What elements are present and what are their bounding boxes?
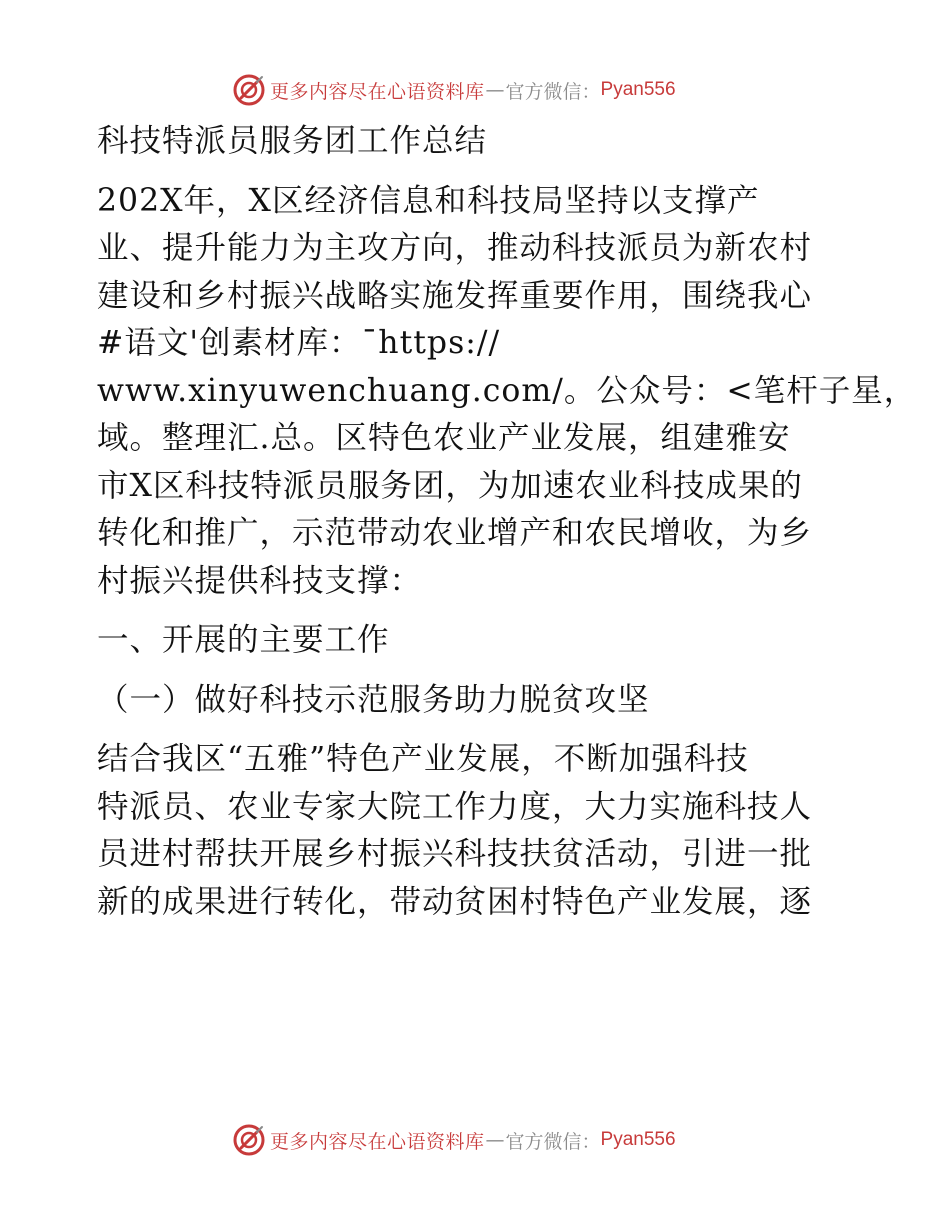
banner-wechat-id: Pyan556 bbox=[600, 1129, 676, 1150]
text-line: www.xinyuwenchuang.com/。公众号：<笔杆子星， bbox=[97, 372, 917, 409]
text-line: 域。整理汇.总。区特色农业产业发展，组建雅安 bbox=[97, 420, 791, 456]
document-title: 科技特派员服务团工作总结 bbox=[97, 123, 488, 159]
footer-watermark-banner bbox=[232, 1120, 676, 1160]
banner-text: 更多内容尽在心语资料库 bbox=[270, 1130, 485, 1153]
text-line: 结合我区“五雅”特色产业发展，不断加强科技 bbox=[97, 741, 749, 777]
document-body bbox=[97, 118, 917, 926]
banner-dash: — bbox=[485, 79, 505, 101]
banner-dash: — bbox=[485, 1129, 505, 1151]
text-line: 业、提升能力为主攻方向，推动科技派员为新农村 bbox=[97, 230, 813, 266]
section-heading: 一、开展的主要工作 bbox=[97, 622, 390, 658]
brand-logo-icon bbox=[232, 73, 266, 107]
text-line: 新的成果进行转化，带动贫困村特色产业发展，逐 bbox=[97, 883, 813, 920]
text-line: #语文'创素材库：¯https:// bbox=[97, 325, 501, 361]
text-line: 建设和乡村振兴战略实施发挥重要作用，围绕我心 bbox=[97, 277, 813, 314]
brand-logo-icon bbox=[232, 1123, 266, 1157]
body-paragraph bbox=[97, 736, 857, 926]
text-line: 特派员、农业专家大院工作力度，大力实施科技人 bbox=[97, 788, 813, 825]
text-line: 转化和推广，示范带动农业增产和农民增收，为乡 bbox=[97, 515, 813, 551]
text-line: 员进村帮扶开展乡村振兴科技扶贫活动，引进一批 bbox=[97, 836, 813, 872]
subsection-heading: （一）做好科技示范服务助力脱贫攻坚 bbox=[97, 681, 650, 718]
header-watermark-banner bbox=[232, 70, 676, 110]
text-line: 202X年，X区经济信息和科技局坚持以支撑产 bbox=[97, 182, 760, 219]
banner-text: 更多内容尽在心语资料库 bbox=[270, 80, 485, 103]
text-line: 村振兴提供科技支撑： bbox=[97, 562, 423, 599]
banner-wechat-label: 官方微信： bbox=[505, 1130, 601, 1153]
intro-paragraph bbox=[97, 178, 917, 606]
banner-wechat-id: Pyan556 bbox=[600, 79, 676, 100]
text-line: 市X区科技特派员服务团，为加速农业科技成果的 bbox=[97, 467, 803, 504]
banner-wechat-label: 官方微信： bbox=[505, 80, 601, 103]
